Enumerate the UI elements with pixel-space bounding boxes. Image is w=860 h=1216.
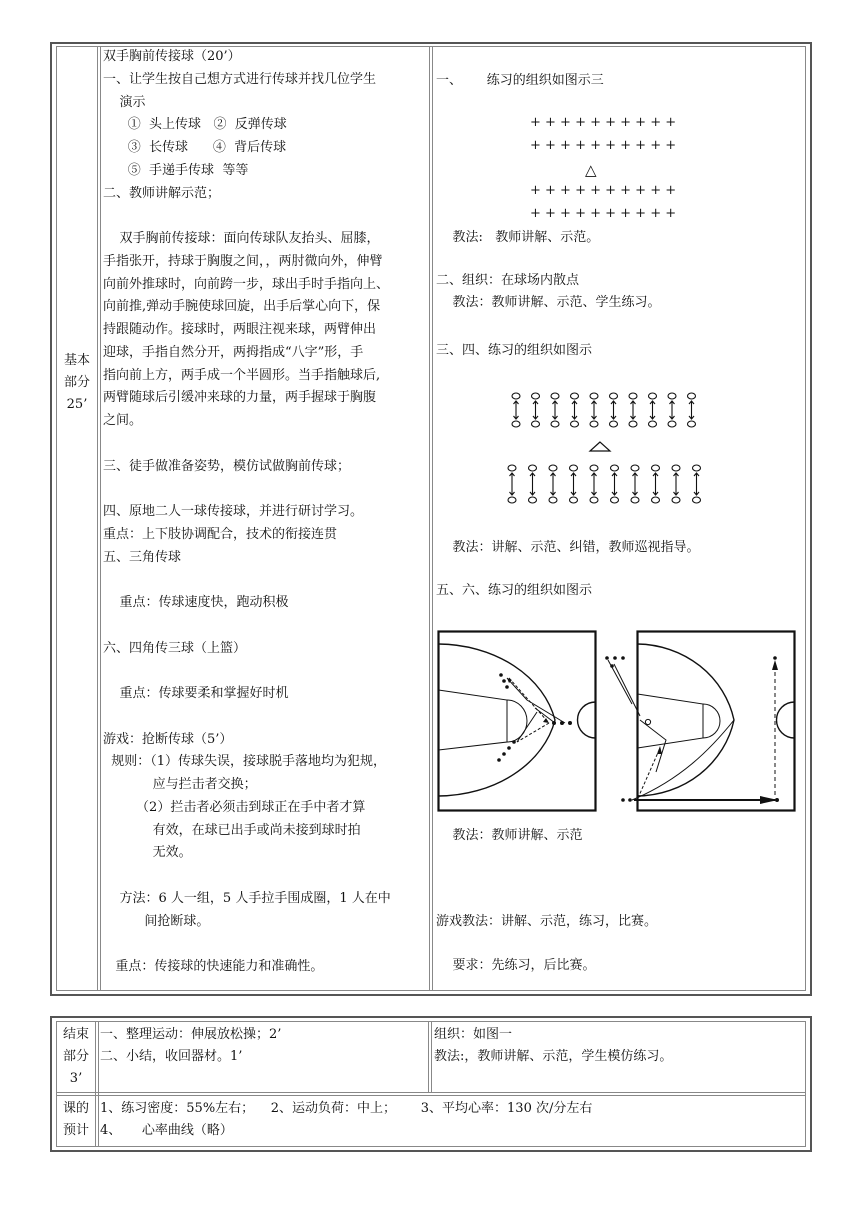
left-text-line: 重点：上下肢协调配合，技术的衔接连贯 (103, 526, 338, 542)
left-text-line: （2）拦击者必须击到球正在手中者才算 (103, 799, 366, 815)
left-text-line: 向前推,弹动手腕使球回旋，出手后掌心向下，保 (103, 299, 381, 315)
col-divider (97, 46, 98, 991)
pass-arrow (650, 401, 655, 419)
left-text-line: 向前外推球时，向前跨一步，球出手时手指向上、 (103, 276, 390, 292)
table1-border (50, 994, 812, 996)
label-line: 3’ (69, 1071, 83, 1086)
pass-arrow (533, 401, 538, 419)
table1-border (50, 42, 52, 996)
pass-arrow (689, 401, 694, 419)
left-text-line: 四、原地二人一球传接球，并进行研讨学习。 (103, 504, 364, 519)
pass-arrow (572, 401, 577, 419)
player-marker (649, 421, 657, 427)
teacher-triangle (590, 442, 610, 451)
player-marker (532, 393, 540, 399)
left-text-line: 迎球，手指自然分开，两拇指成“八字”形，手 (103, 344, 364, 360)
left-text-line: 方法：6 人一组，5 人手拉手围成圈，1 人在中 (103, 890, 391, 906)
col-divider (429, 46, 430, 991)
player-marker (512, 421, 520, 427)
player-marker (688, 421, 696, 427)
left-text-line: 一、让学生按自己想方式进行传球并找几位学生 (103, 71, 377, 87)
player-marker (551, 421, 559, 427)
pass-arrow (631, 401, 636, 419)
forecast-line: 4、 心率曲线（略） (100, 1123, 233, 1138)
left-text-line: 持跟随动作。接球时，两眼注视来球，两臂伸出 (103, 322, 377, 337)
left-text-line: 规则：（1）传球失误，接球脱手落地均为犯规， (103, 754, 387, 770)
left-text-line: 重点：传球速度快，跑动积极 (103, 595, 289, 610)
player-marker (529, 465, 537, 471)
right-item-2: 二、组织：在球场内散点 (436, 273, 580, 288)
label-line: 结束 (62, 1027, 89, 1042)
player-marker (610, 421, 618, 427)
left-text-line: 演示 (103, 94, 146, 110)
right-method-1: 教法: 教师讲解、示范。 (436, 230, 600, 245)
left-text-line: ⑤ 手递手传球 等等 (103, 162, 249, 178)
player-marker (549, 497, 557, 503)
player-marker (590, 465, 598, 471)
left-text-line: 间抢断球。 (103, 913, 210, 929)
half-court-diagram-left (437, 630, 597, 812)
ending-left-line: 二、小结，收回器材。1’ (100, 1049, 243, 1064)
player-marker (590, 393, 598, 399)
table1-inner-border (56, 46, 57, 991)
right-method-2: 教法：教师讲解、示范、学生练习。 (436, 295, 661, 310)
player-marker (590, 421, 598, 427)
label-line: 基本 (63, 353, 90, 368)
pass-arrow (592, 473, 597, 495)
ending-left-line: 一、整理运动：伸展放松操；2’ (100, 1027, 282, 1042)
player-marker (672, 497, 680, 503)
right-item-3: 三、四、练习的组织如图示 (436, 343, 593, 358)
player-marker (668, 393, 676, 399)
table1-border (50, 42, 812, 44)
label-line: 部分 (62, 1049, 89, 1064)
left-text-line: 手指张开，持球于胸腹之间，，两肘微向外，伸臂 (103, 253, 383, 269)
player-marker (688, 393, 696, 399)
player-marker (549, 465, 557, 471)
table2-border (50, 1150, 812, 1152)
col-divider (95, 1021, 96, 1147)
player-marker (529, 497, 537, 503)
left-text-line: 重点：传球要柔和掌握好时机 (103, 686, 289, 701)
col-divider (428, 1021, 429, 1093)
table1-border (810, 42, 812, 996)
col-divider (432, 46, 433, 991)
plus-row: + + + + + + + + + + (530, 206, 677, 221)
pass-arrow (553, 401, 558, 419)
player-marker (570, 465, 578, 471)
basic-section-label (58, 350, 96, 416)
left-text-line: 重点：传接球的快速能力和准确性。 (103, 959, 324, 974)
label-line: 课的 (62, 1101, 89, 1116)
col-divider (98, 1021, 99, 1147)
left-text-line: ③ 长传球 ④ 背后传球 (103, 140, 287, 155)
right-method-4: 教法：教师讲解、示范 (436, 828, 583, 843)
col-divider (100, 46, 101, 991)
player-marker (532, 421, 540, 427)
player-dots (497, 673, 572, 762)
player-marker (652, 465, 660, 471)
table1-inner-border (805, 46, 806, 991)
player-marker (571, 393, 579, 399)
pass-arrow (551, 473, 556, 495)
left-text-line: 指向前上方，两手成一个半圆形。当手指触球后, (103, 367, 381, 383)
right-method-3: 教法：讲解、示范、纠错，教师巡视指导。 (436, 540, 700, 555)
player-marker (551, 393, 559, 399)
player-marker (590, 497, 598, 503)
plus-row: + + + + + + + + + + (530, 183, 677, 198)
table2-border (810, 1016, 812, 1152)
left-text-line: 双手胸前传接球：面向传球队友抬头、屈膝， (103, 231, 380, 246)
triangle-teacher: △ (585, 161, 597, 179)
right-game-method: 游戏教法：讲解、示范，练习，比赛。 (436, 914, 658, 929)
left-text-line: 有效，在球已出手或尚未接到球时拍 (103, 822, 361, 838)
label-line: 预计 (62, 1123, 89, 1138)
player-marker (610, 393, 618, 399)
player-marker (668, 421, 676, 427)
forecast-line: 1、练习密度：55%左右； 2、运动负荷：中上； 3、平均心率：130 次/分左右 (100, 1101, 593, 1116)
left-text-line: 六、四角传三球（上篮） (103, 640, 247, 656)
player-marker (571, 421, 579, 427)
table2-inner-border (56, 1146, 806, 1147)
col-divider (431, 1021, 432, 1093)
pass-arrow (633, 473, 638, 495)
player-marker (611, 465, 619, 471)
left-text-line: 应与拦击者交换； (103, 777, 257, 792)
left-text-line: 二、教师讲解示范； (103, 185, 221, 201)
table2-inner-border (805, 1021, 806, 1147)
left-text-line: 之间。 (103, 413, 143, 428)
left-text-line: 两臂随球后引缓冲来球的力量，两手握球于胸腹 (103, 390, 377, 406)
player-marker (629, 421, 637, 427)
player-marker (672, 465, 680, 471)
left-text-line: 游戏：抢断传球（5’） (103, 731, 233, 747)
player-marker (508, 497, 516, 503)
pass-arrow (571, 473, 576, 495)
label-line: 部分 (63, 375, 90, 390)
right-item-4: 五、六、练习的组织如图示 (436, 583, 593, 598)
pass-arrow (510, 473, 515, 495)
left-text-line: 无效。 (103, 845, 192, 861)
player-marker (570, 497, 578, 503)
left-text-line: 三、徒手做准备姿势，模仿试做胸前传球； (103, 458, 351, 474)
pass-arrow (653, 473, 658, 495)
table2-border (50, 1016, 52, 1152)
half-court-diagram-right (600, 630, 800, 812)
left-text-line: 五、三角传球 (103, 549, 182, 565)
player-marker (652, 497, 660, 503)
player-marker (631, 497, 639, 503)
pass-arrow (674, 473, 679, 495)
right-requirement: 要求：先练习，后比赛。 (436, 958, 596, 973)
left-text-line: 双手胸前传接球（20’） (103, 49, 241, 64)
plus-row: + + + + + + + + + + (530, 115, 677, 130)
pass-arrow (611, 401, 616, 419)
pair-passing-diagram (500, 388, 720, 510)
pass-arrow (694, 473, 699, 495)
player-marker (693, 465, 701, 471)
player-marker (611, 497, 619, 503)
plus-row: + + + + + + + + + + (530, 138, 677, 153)
left-text-line: ① 头上传球 ② 反弹传球 (103, 117, 287, 133)
pass-arrow (670, 401, 675, 419)
label-line: 25’ (66, 397, 88, 412)
table1-inner-border (56, 990, 806, 991)
player-marker (512, 393, 520, 399)
row-divider (56, 1095, 806, 1096)
player-marker (649, 393, 657, 399)
player-marker (693, 497, 701, 503)
ending-section-label (57, 1024, 95, 1090)
forecast-section-label (57, 1098, 95, 1142)
pass-arrow (612, 473, 617, 495)
right-item-1: 一、 练习的组织如图示三 (436, 73, 604, 88)
pass-arrow (530, 473, 535, 495)
table2-border (50, 1016, 812, 1018)
pass-arrow (592, 401, 597, 419)
ending-right-line: 教法:，教师讲解、示范，学生模仿练习。 (434, 1049, 673, 1064)
pass-arrow (514, 401, 519, 419)
player-marker (629, 393, 637, 399)
ending-right-line: 组织：如图一 (434, 1027, 513, 1042)
player-marker (508, 465, 516, 471)
player-marker (631, 465, 639, 471)
